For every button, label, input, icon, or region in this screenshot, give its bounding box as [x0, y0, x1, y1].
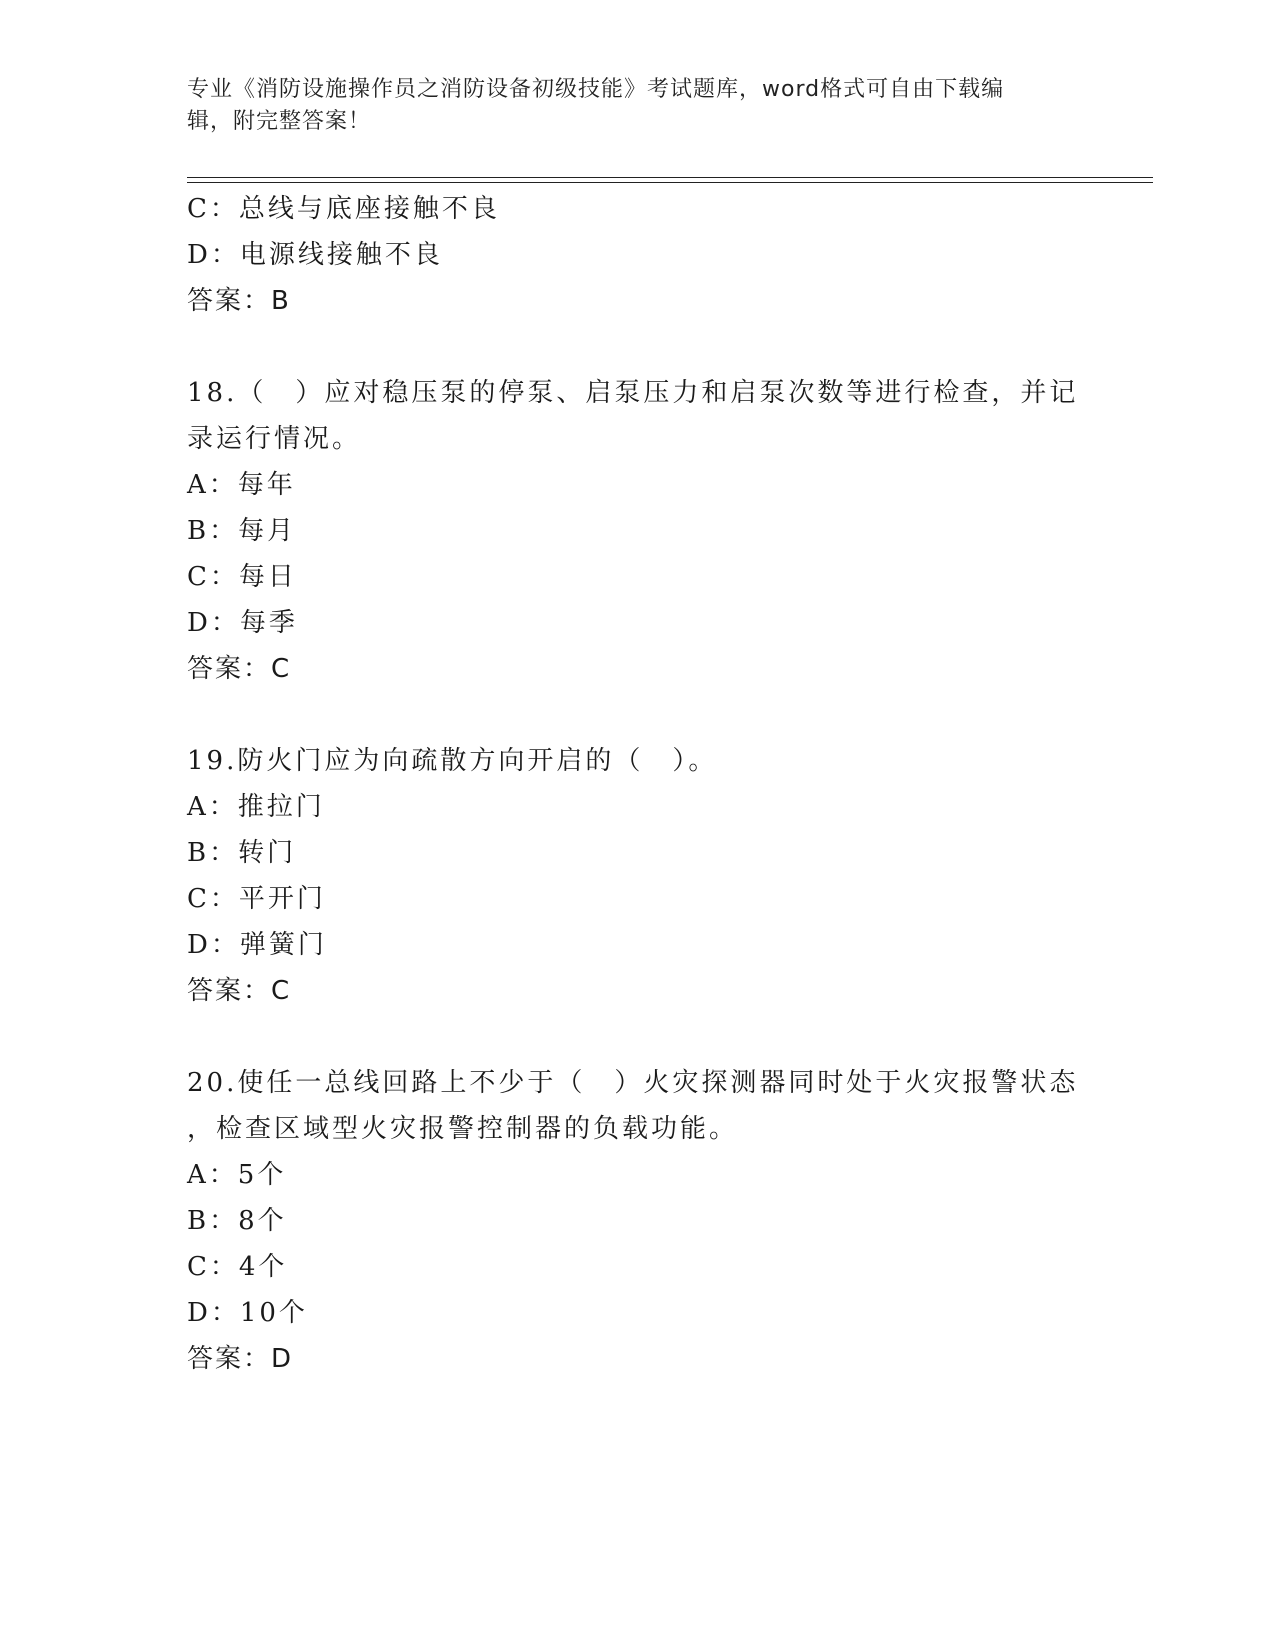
question-content [187, 186, 1087, 1382]
answer-line: 答案：B [187, 286, 291, 316]
spacer [187, 1014, 1087, 1060]
header-line-1: 专业《消防设施操作员之消防设备初级技能》考试题库，word格式可自由下载编 [187, 77, 1005, 102]
option-d: D：弹簧门 [187, 930, 327, 960]
option-d: D：每季 [187, 608, 298, 638]
question-stem-line-1: 19.防火门应为向疏散方向开启的（ ）。 [187, 746, 718, 776]
header-line-2: 辑，附完整答案！ [187, 109, 372, 134]
option-c: C：每日 [187, 562, 297, 592]
question-stem-line-1: 20.使任一总线回路上不少于（ ）火灾探测器同时处于火灾报警状态 [187, 1068, 1079, 1098]
answer-line: 答案：C [187, 654, 292, 684]
question-stem-line-2: 录运行情况。 [187, 424, 362, 454]
answer-line: 答案：D [187, 1344, 294, 1374]
option-a: A：5个 [187, 1160, 287, 1190]
option-d: D：10个 [187, 1298, 308, 1328]
header-divider-top [187, 177, 1153, 178]
answer-line: 答案：C [187, 976, 292, 1006]
option-a: A：推拉门 [187, 792, 325, 822]
question-17-continuation [187, 186, 1087, 324]
option-c: C：4个 [187, 1252, 288, 1282]
option-b: B：转门 [187, 838, 297, 868]
header-divider-bottom [187, 182, 1153, 183]
page-header [187, 74, 1067, 138]
option-d: D：电源线接触不良 [187, 240, 443, 270]
question-stem-line-2: ，检查区域型火灾报警控制器的负载功能。 [187, 1114, 739, 1144]
question-20 [187, 1060, 1087, 1382]
option-a: A：每年 [187, 470, 296, 500]
option-b: B：每月 [187, 516, 297, 546]
option-c: C：平开门 [187, 884, 326, 914]
question-18 [187, 370, 1087, 692]
spacer [187, 692, 1087, 738]
question-19 [187, 738, 1087, 1014]
spacer [187, 324, 1087, 370]
question-stem-line-1: 18.（ ）应对稳压泵的停泵、启泵压力和启泵次数等进行检查，并记 [187, 378, 1079, 408]
option-c: C：总线与底座接触不良 [187, 194, 500, 224]
option-b: B：8个 [187, 1206, 287, 1236]
